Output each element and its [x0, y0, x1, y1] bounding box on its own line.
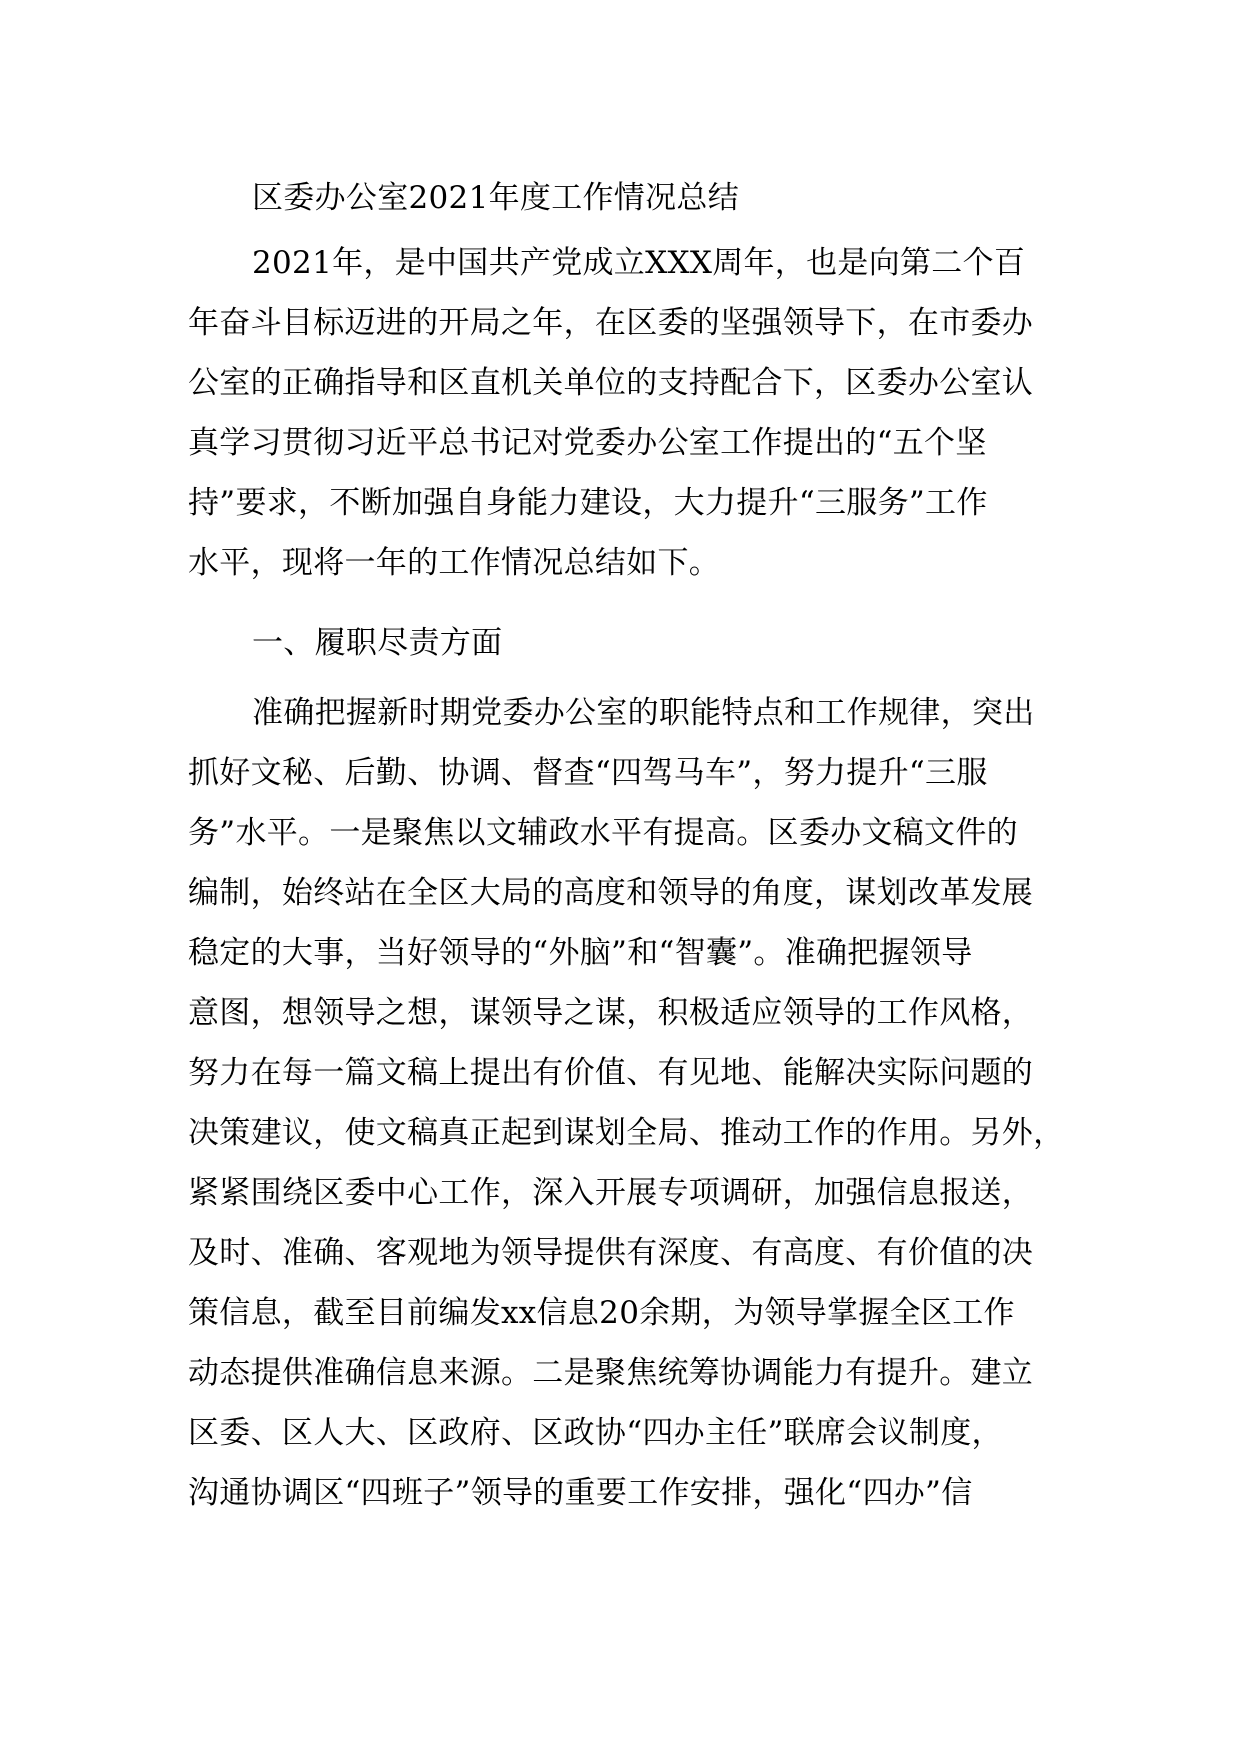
- body-line-12: 动态提供准确信息来源。二是聚焦统筹协调能力有提升。建立: [188, 1355, 1034, 1391]
- body-line-14: 沟通协调区“四班子”领导的重要工作安排，强化“四办”信: [188, 1475, 973, 1511]
- body-line-3: 务”水平。一是聚焦以文辅政水平有提高。区委办文稿文件的: [188, 815, 1018, 851]
- body-line-11: 策信息，截至目前编发xx信息20余期，为领导掌握全区工作: [188, 1295, 1015, 1331]
- body-line-9: 紧紧围绕区委中心工作，深入开展专项调研，加强信息报送，: [188, 1175, 1034, 1211]
- intro-line-2: 年奋斗目标迈进的开局之年，在区委的坚强领导下，在市委办: [188, 305, 1034, 341]
- intro-line-1: 2021年，是中国共产党成立XXX周年，也是向第二个百: [252, 245, 1026, 281]
- body-line-5: 稳定的大事，当好领导的“外脑”和“智囊”。准确把握领导: [188, 935, 973, 971]
- body-line-10: 及时、准确、客观地为领导提供有深度、有高度、有价值的决: [188, 1235, 1034, 1271]
- intro-line-3: 公室的正确指导和区直机关单位的支持配合下，区委办公室认: [188, 365, 1034, 401]
- body-line-4: 编制，始终站在全区大局的高度和领导的角度，谋划改革发展: [188, 875, 1034, 911]
- intro-line-6: 水平，现将一年的工作情况总结如下。: [188, 545, 721, 581]
- intro-line-5: 持”要求，不断加强自身能力建设，大力提升“三服务”工作: [188, 485, 988, 521]
- body-line-13: 区委、区人大、区政府、区政协“四办主任”联席会议制度，: [188, 1415, 1003, 1451]
- body-line-6: 意图，想领导之想，谋领导之谋，积极适应领导的工作风格，: [188, 995, 1034, 1031]
- body-line-8: 决策建议，使文稿真正起到谋划全局、推动工作的作用。另外，: [188, 1115, 1065, 1151]
- body-line-1: 准确把握新时期党委办公室的职能特点和工作规律，突出: [252, 695, 1035, 731]
- document-title: 区委办公室2021年度工作情况总结: [252, 180, 739, 216]
- section-heading: 一、履职尽责方面: [252, 625, 503, 661]
- body-line-2: 抓好文秘、后勤、协调、督查“四驾马车”，努力提升“三服: [188, 755, 988, 791]
- body-line-7: 努力在每一篇文稿上提出有价值、有见地、能解决实际问题的: [188, 1055, 1034, 1091]
- intro-line-4: 真学习贯彻习近平总书记对党委办公室工作提出的“五个坚: [188, 425, 987, 461]
